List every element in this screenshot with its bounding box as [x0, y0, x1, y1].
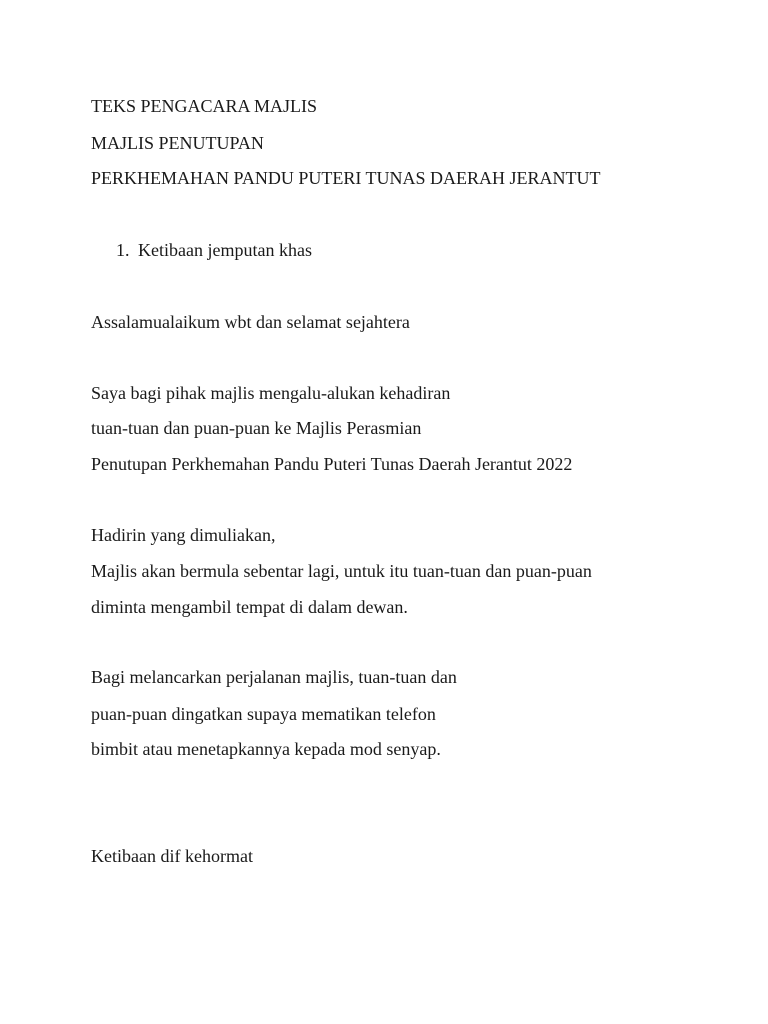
document-title: TEKS PENGACARA MAJLIS — [91, 96, 318, 116]
greeting-text: Assalamualaikum wbt dan selamat sejahtera — [91, 312, 410, 332]
paragraph-line: Hadirin yang dimuliakan, — [91, 525, 276, 545]
paragraph-line: diminta mengambil tempat di dalam dewan. — [91, 597, 408, 617]
paragraph-line: puan-puan dingatkan supaya mematikan telefon — [91, 704, 436, 724]
closing-heading: Ketibaan dif kehormat — [91, 846, 253, 866]
paragraph-line: bimbit atau menetapkannya kepada mod senyap. — [91, 739, 441, 759]
paragraph-line: Bagi melancarkan perjalanan majlis, tuan-tuan dan — [91, 667, 457, 687]
paragraph-line: Penutupan Perkhemahan Pandu Puteri Tunas Daerah Jerantut 2022 — [91, 454, 573, 474]
paragraph-line: tuan-tuan dan puan-puan ke Majlis Perasmian — [91, 418, 422, 438]
paragraph-line: Saya bagi pihak majlis mengalu-alukan kehadiran — [91, 383, 451, 403]
document-subtitle: MAJLIS PENUTUPAN — [91, 133, 264, 153]
list-item-text: Ketibaan jemputan khas — [138, 240, 312, 260]
document-event-name: PERKHEMAHAN PANDU PUTERI TUNAS DAERAH JERANTUT — [91, 168, 601, 188]
list-item-number: 1. — [116, 240, 130, 260]
paragraph-line: Majlis akan bermula sebentar lagi, untuk itu tuan-tuan dan puan-puan — [91, 561, 592, 581]
